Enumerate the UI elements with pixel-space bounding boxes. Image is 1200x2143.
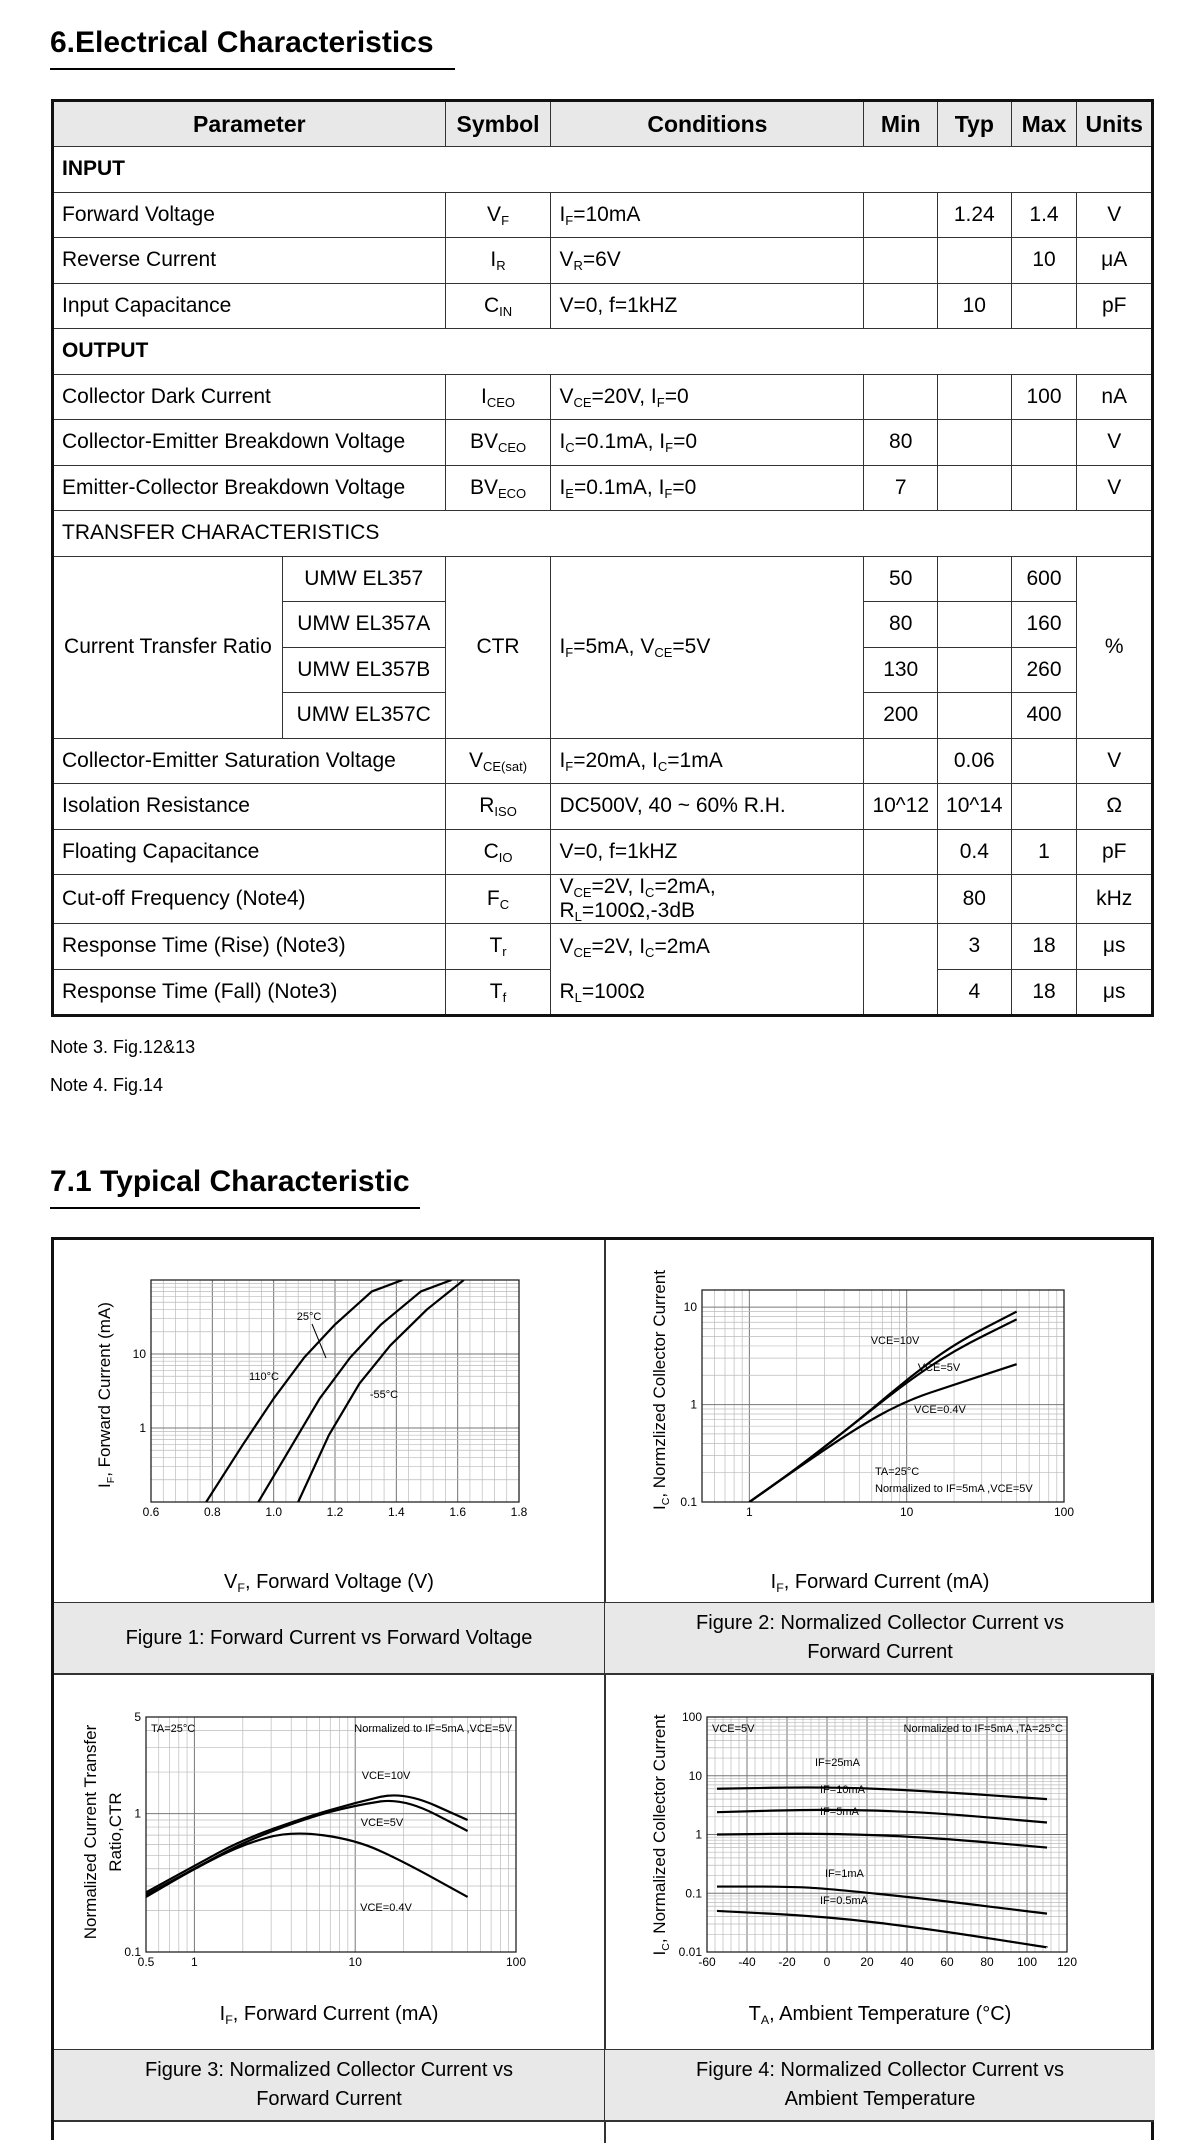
x-tick-label: -20 [778, 1955, 796, 1969]
table-row [53, 374, 1153, 420]
max-cell [1011, 738, 1077, 784]
y-tick-label: 1 [695, 1827, 702, 1842]
y-tick-label: 1 [134, 1806, 141, 1821]
annotation-110c: 110°C [249, 1371, 279, 1383]
y-tick-label: 1 [139, 1421, 146, 1435]
min-cell: 7 [864, 465, 938, 511]
typ-cell: 80 [938, 875, 1012, 924]
fig1-chart [54, 1240, 604, 1600]
symbol-cell: $F_C$ [445, 875, 551, 924]
typical-characteristic-grid [51, 1237, 1154, 2140]
unit-cell: pF [1077, 283, 1153, 329]
label-sub: F [105, 1476, 117, 1484]
conditions-cell: $I_F=20mA$, $I_C=1mA$ [551, 738, 864, 784]
symbol-cell: $C_{IO}$ [445, 829, 551, 875]
table-row [53, 420, 1153, 466]
part-cell: UMW EL357C [282, 693, 445, 739]
x-axis-label [749, 2003, 1012, 2027]
title-underline [50, 1207, 420, 1209]
typ-cell [938, 374, 1012, 420]
label-rest: , Forward Voltage (V) [244, 1571, 434, 1593]
label-main: I [219, 2003, 226, 2025]
part-cell: UMW EL357 [282, 556, 445, 602]
typ-cell: 3 [938, 924, 1012, 970]
plot-area [133, 1280, 528, 1519]
annotation-ta: TA=25°C [875, 1466, 920, 1478]
y-tick-label: 10 [683, 1300, 697, 1315]
conditions-cell: $I_F=10mA$ [551, 192, 864, 238]
max-cell: 18 [1011, 924, 1077, 970]
x-tick-label: 60 [940, 1955, 954, 1969]
symbol-cell: $I_{CEO}$ [445, 374, 551, 420]
annotation-if5: IF=5mA [820, 1806, 859, 1818]
param-cell: Response Time (Rise) (Note3) [53, 924, 446, 970]
label-sub: F [225, 2013, 233, 2027]
max-cell: 10 [1011, 238, 1077, 284]
symbol-cell: $I_R$ [445, 238, 551, 284]
typ-cell [938, 420, 1012, 466]
column-header: Conditions [551, 101, 864, 147]
label-main: T [748, 2003, 761, 2025]
table-row [53, 924, 1153, 970]
y-tick-label: 0.01 [678, 1945, 702, 1959]
label-main: V [224, 1571, 238, 1593]
y-tick-label: 10 [132, 1347, 146, 1361]
max-cell [1011, 420, 1077, 466]
min-cell [864, 924, 938, 970]
unit-cell: % [1077, 556, 1153, 738]
min-cell [864, 738, 938, 784]
y-axis-label-line2: Ratio,CTR [106, 1792, 125, 1872]
electrical-characteristics-table [51, 99, 1154, 1017]
max-cell: 1.4 [1011, 192, 1077, 238]
max-cell [1011, 283, 1077, 329]
max-cell [1011, 784, 1077, 830]
label-rest: , Normzlized Collector Current [650, 1269, 669, 1498]
label-main: I [650, 1950, 669, 1956]
annotation-vce5: VCE=5V [917, 1362, 961, 1374]
label-sub: A [760, 2013, 770, 2027]
x-tick-label: 1.8 [510, 1505, 528, 1519]
plot-area [679, 1710, 1078, 1969]
column-header: Parameter [53, 101, 446, 147]
series-line [749, 1364, 1016, 1502]
x-tick-label: 100 [1053, 1505, 1075, 1519]
title-underline [50, 68, 455, 70]
conditions-cell: DC500V, 40 ~ 60% R.H. [551, 784, 864, 830]
x-axis-label [771, 1571, 990, 1595]
label-main: I [650, 1505, 669, 1511]
param-cell: Isolation Resistance [53, 784, 446, 830]
max-cell: 100 [1011, 374, 1077, 420]
param-cell: Current Transfer Ratio [53, 556, 283, 738]
x-tick-label: 120 [1056, 1955, 1078, 1969]
typ-cell: 1.24 [938, 192, 1012, 238]
typ-cell [938, 465, 1012, 511]
unit-cell: V [1077, 738, 1153, 784]
table-row [53, 784, 1153, 830]
conditions-cell: $V_{CE}=2V$, $I_C=2mA$, $R_L=100\Omega,-3dB$ [551, 875, 864, 924]
x-tick-label: 0.6 [142, 1505, 160, 1519]
symbol-cell: CTR [445, 556, 551, 738]
label-sub: F [237, 1581, 245, 1595]
annotation-if25: IF=25mA [815, 1757, 860, 1769]
max-cell: 18 [1011, 969, 1077, 1016]
x-tick-label: -40 [738, 1955, 756, 1969]
annotation-vce: VCE=5V [712, 1723, 755, 1735]
conditions-cell: $V_{CE}=2V$, $I_C=2mA$ [551, 924, 864, 970]
unit-cell: μA [1077, 238, 1153, 284]
annotation-vce10: VCE=10V [870, 1335, 920, 1347]
min-cell: 10^12 [864, 784, 938, 830]
group-row [53, 329, 1153, 375]
x-tick-label: 0.5 [137, 1955, 155, 1969]
typ-cell: 10^14 [938, 784, 1012, 830]
label-rest: , Forward Current (mA) [232, 2003, 439, 2025]
unit-cell: kHz [1077, 875, 1153, 924]
y-axis-label [650, 1270, 672, 1510]
param-cell: Forward Voltage [53, 192, 446, 238]
column-header: Typ [938, 101, 1012, 147]
table-header-row [53, 101, 1153, 147]
conditions-cell: $I_E=0.1mA$, $I_F=0$ [551, 465, 864, 511]
conditions-cell: V=0, f=1kHZ [551, 283, 864, 329]
x-tick-label: 0 [823, 1955, 831, 1969]
x-tick-label: 10 [899, 1505, 914, 1519]
plot-area [680, 1290, 1074, 1519]
symbol-cell: $T_r$ [445, 924, 551, 970]
y-tick-label: 100 [681, 1710, 702, 1724]
x-axis-label [220, 2003, 439, 2027]
table-row [53, 556, 1153, 602]
max-cell: 400 [1011, 693, 1077, 739]
conditions-cell: V=0, f=1kHZ [551, 829, 864, 875]
symbol-cell: $BV_{ECO}$ [445, 465, 551, 511]
unit-cell: V [1077, 420, 1153, 466]
typ-cell: 10 [938, 283, 1012, 329]
annotation-if1: IF=1mA [825, 1868, 864, 1880]
annotation-if10: IF=10mA [820, 1784, 865, 1796]
max-cell [1011, 465, 1077, 511]
x-tick-label: 1.6 [449, 1505, 467, 1519]
group-label: TRANSFER CHARACTERISTICS [53, 511, 1153, 557]
param-cell: Collector Dark Current [53, 374, 446, 420]
unit-cell: pF [1077, 829, 1153, 875]
symbol-cell: $BV_{CEO}$ [445, 420, 551, 466]
conditions-cell: $R_L=100\Omega$ [551, 969, 864, 1016]
min-cell [864, 875, 938, 924]
x-tick-label: 80 [980, 1955, 994, 1969]
label-sub: C [660, 1943, 672, 1951]
min-cell [864, 969, 938, 1016]
conditions-cell: $I_C=0.1mA$, $I_F=0$ [551, 420, 864, 466]
table-row [53, 283, 1153, 329]
x-tick-label: 1.2 [326, 1505, 344, 1519]
series-line [717, 1834, 1047, 1848]
section-7-1-title: 7.1 Typical Characteristic [50, 1165, 410, 1199]
x-tick-label: 0.8 [203, 1505, 221, 1519]
label-rest: , Normalized Collector Current [650, 1714, 669, 1944]
group-row [53, 147, 1153, 193]
group-label: OUTPUT [53, 329, 1153, 375]
grid-divider [54, 2120, 1154, 2122]
unit-cell: V [1077, 192, 1153, 238]
x-axis-label [224, 1571, 434, 1595]
table-row [53, 465, 1153, 511]
x-tick-label: 1.4 [387, 1505, 405, 1519]
unit-cell: nA [1077, 374, 1153, 420]
symbol-cell: $V_{CE(sat)}$ [445, 738, 551, 784]
min-cell [864, 374, 938, 420]
conditions-cell: $V_{CE}=20V$, $I_F=0$ [551, 374, 864, 420]
max-cell: 1 [1011, 829, 1077, 875]
label-rest: , Forward Current (mA) [95, 1302, 114, 1477]
conditions-cell: $V_R=6V$ [551, 238, 864, 284]
param-cell: Input Capacitance [53, 283, 446, 329]
param-cell: Emitter-Collector Breakdown Voltage [53, 465, 446, 511]
annotation-normalized: Normalized to IF=5mA ,VCE=5V [354, 1723, 512, 1735]
y-tick-label: 1 [690, 1397, 697, 1412]
param-cell: Collector-Emitter Saturation Voltage [53, 738, 446, 784]
typ-cell: 0.06 [938, 738, 1012, 784]
min-cell: 80 [864, 420, 938, 466]
fig2-caption: Figure 2: Normalized Collector Current vs Forward Current [605, 1603, 1155, 1673]
annotation-vce10: VCE=10V [361, 1770, 411, 1782]
column-header: Min [864, 101, 938, 147]
x-tick-label: 100 [505, 1955, 527, 1969]
min-cell [864, 829, 938, 875]
section-6-title: 6.Electrical Characteristics [50, 26, 434, 60]
param-cell: Reverse Current [53, 238, 446, 284]
min-cell [864, 192, 938, 238]
annotation-25c: 25°C [296, 1311, 322, 1323]
unit-cell: μs [1077, 924, 1153, 970]
x-tick-label: 1.0 [265, 1505, 283, 1519]
table-row [53, 829, 1153, 875]
typ-cell [938, 647, 1012, 693]
y-tick-label: 5 [134, 1710, 141, 1724]
group-label: INPUT [53, 147, 1153, 193]
series-line [717, 1810, 1047, 1823]
typ-cell [938, 602, 1012, 648]
min-cell: 50 [864, 556, 938, 602]
max-cell: 260 [1011, 647, 1077, 693]
annotation-ta: TA=25°C [151, 1723, 196, 1735]
plot-area [124, 1710, 526, 1969]
unit-cell: V [1077, 465, 1153, 511]
typ-cell [938, 556, 1012, 602]
max-cell: 600 [1011, 556, 1077, 602]
annotation-vce04: VCE=0.4V [360, 1902, 412, 1914]
x-tick-label: 40 [900, 1955, 914, 1969]
max-cell: 160 [1011, 602, 1077, 648]
symbol-cell: $T_f$ [445, 969, 551, 1016]
y-tick-label: 0.1 [685, 1886, 702, 1901]
group-row [53, 511, 1153, 557]
x-tick-label: 1 [191, 1955, 198, 1969]
annotation-normalized: Normalized to IF=5mA ,TA=25°C [903, 1723, 1063, 1735]
label-rest: , Ambient Temperature (°C) [769, 2003, 1012, 2025]
unit-cell: μs [1077, 969, 1153, 1016]
series-line [717, 1887, 1047, 1914]
typ-cell [938, 238, 1012, 284]
table-row [53, 192, 1153, 238]
fig4-chart [605, 1675, 1155, 2035]
label-sub: F [776, 1581, 784, 1595]
min-cell [864, 238, 938, 284]
annotation-leader [312, 1324, 326, 1358]
fig3-caption: Figure 3: Normalized Collector Current vs Forward Current [54, 2050, 604, 2120]
table-row [53, 238, 1153, 284]
fig2-chart [605, 1240, 1155, 1600]
note-4: Note 4. Fig.14 [50, 1075, 164, 1095]
table-row [53, 969, 1153, 1016]
y-tick-label: 0.1 [680, 1495, 697, 1509]
min-cell: 200 [864, 693, 938, 739]
y-axis-label [95, 1302, 117, 1488]
x-tick-label: 100 [1016, 1955, 1038, 1969]
annotation-if05: IF=0.5mA [820, 1895, 868, 1907]
plot-frame [146, 1717, 516, 1952]
column-header: Units [1077, 101, 1153, 147]
x-tick-label: -60 [698, 1955, 716, 1969]
symbol-cell: $R_{ISO}$ [445, 784, 551, 830]
table-row [53, 875, 1153, 924]
min-cell: 130 [864, 647, 938, 693]
annotation-normalized: Normalized to IF=5mA ,VCE=5V [875, 1483, 1033, 1495]
note-3: Note 3. Fig.12&13 [50, 1037, 196, 1057]
min-cell [864, 283, 938, 329]
column-header: Symbol [445, 101, 551, 147]
param-cell: Collector-Emitter Breakdown Voltage [53, 420, 446, 466]
label-main: I [770, 1571, 777, 1593]
fig3-chart [54, 1675, 604, 2035]
conditions-cell: $I_F=5mA$, $V_{CE}=5V$ [551, 556, 864, 738]
x-tick-label: 10 [348, 1955, 362, 1969]
min-cell: 80 [864, 602, 938, 648]
part-cell: UMW EL357B [282, 647, 445, 693]
max-cell [1011, 875, 1077, 924]
table-row [53, 738, 1153, 784]
annotation-vce04: VCE=0.4V [914, 1404, 966, 1416]
y-axis-label [650, 1714, 672, 1955]
annotation-m55c: -55°C [369, 1389, 399, 1401]
x-tick-label: 1 [746, 1505, 753, 1519]
y-tick-label: 10 [688, 1768, 702, 1783]
unit-cell: Ω [1077, 784, 1153, 830]
param-cell: Floating Capacitance [53, 829, 446, 875]
annotation-vce5: VCE=5V [360, 1817, 404, 1829]
column-header: Max [1011, 101, 1077, 147]
symbol-cell: $C_{IN}$ [445, 283, 551, 329]
param-cell: Cut-off Frequency (Note4) [53, 875, 446, 924]
label-rest: , Forward Current (mA) [783, 1571, 990, 1593]
fig4-caption: Figure 4: Normalized Collector Current vs Ambient Temperature [605, 2050, 1155, 2120]
part-cell: UMW EL357A [282, 602, 445, 648]
param-cell: Response Time (Fall) (Note3) [53, 969, 446, 1016]
y-tick-label: 0.1 [124, 1945, 141, 1959]
y-axis-label-line1: Normalized Current Transfer [81, 1724, 100, 1940]
x-tick-label: 20 [860, 1955, 874, 1969]
fig1-caption: Figure 1: Forward Current vs Forward Voltage [54, 1603, 604, 1673]
typ-cell [938, 693, 1012, 739]
label-main: I [95, 1483, 114, 1488]
typ-cell: 0.4 [938, 829, 1012, 875]
label-sub: C [660, 1497, 672, 1506]
symbol-cell: $V_F$ [445, 192, 551, 238]
typ-cell: 4 [938, 969, 1012, 1016]
